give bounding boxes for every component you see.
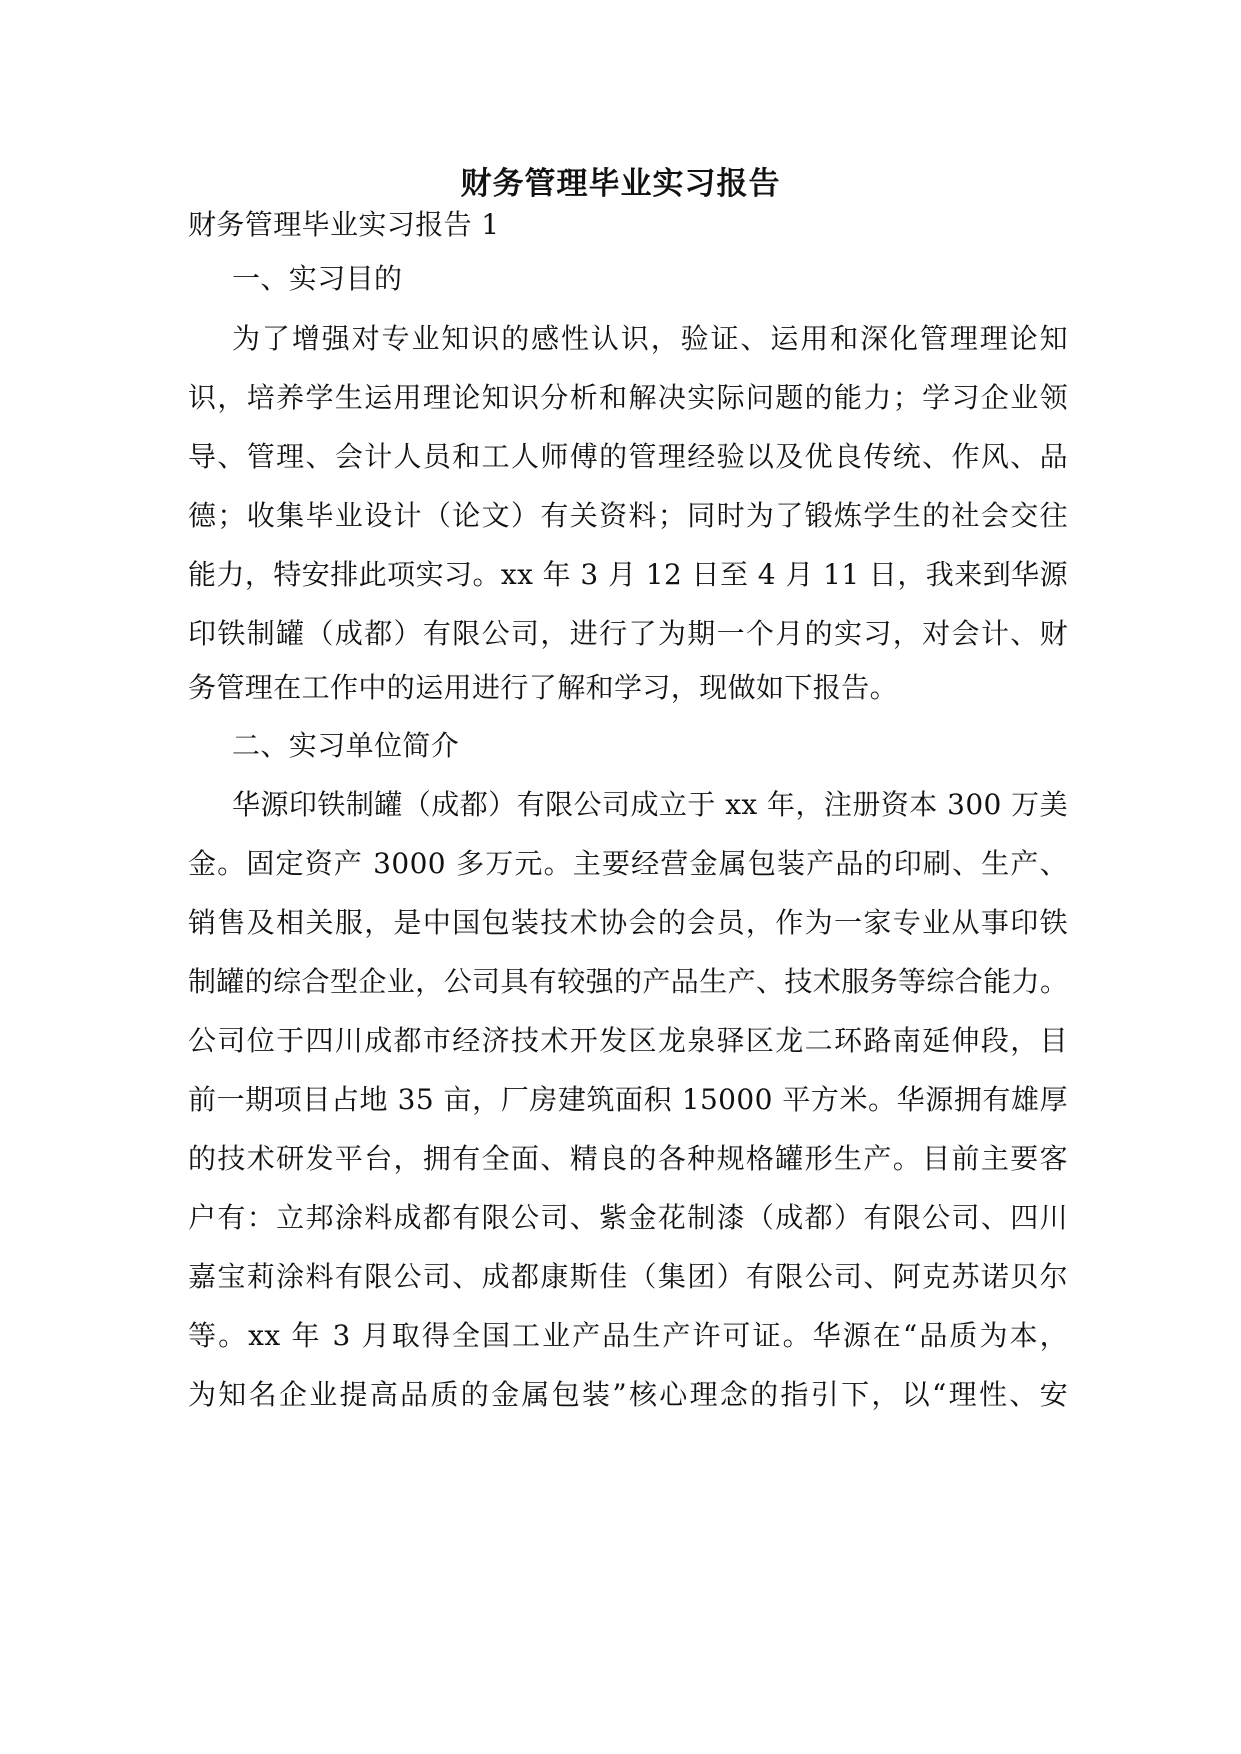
paragraph-line: 识，培养学生运用理论知识分析和解决实际问题的能力；学习企业领	[188, 381, 1068, 414]
paragraph-line: 为知名企业提高品质的金属包装”核心理念的指引下，以“理性、安	[188, 1378, 1068, 1411]
paragraph-line: 德；收集毕业设计（论文）有关资料；同时为了锻炼学生的社会交往	[188, 499, 1068, 532]
paragraph-line: 为了增强对专业知识的感性认识，验证、运用和深化管理理论知	[232, 322, 1068, 355]
paragraph-line: 制罐的综合型企业，公司具有较强的产品生产、技术服务等综合能力。	[188, 965, 1068, 998]
paragraph-line: 务管理在工作中的运用进行了解和学习，现做如下报告。	[188, 671, 899, 704]
paragraph-line: 户有：立邦涂料成都有限公司、紫金花制漆（成都）有限公司、四川	[188, 1201, 1068, 1234]
paragraph-line: 的技术研发平台，拥有全面、精良的各种规格罐形生产。目前主要客	[188, 1142, 1068, 1175]
paragraph-line: 金。固定资产 3000 多万元。主要经营金属包装产品的印刷、生产、	[188, 847, 1068, 880]
paragraph-line: 嘉宝莉涂料有限公司、成都康斯佳（集团）有限公司、阿克苏诺贝尔	[188, 1260, 1068, 1293]
section-heading-purpose: 一、实习目的	[232, 262, 403, 295]
section-heading-company: 二、实习单位简介	[232, 729, 460, 762]
report-subtitle: 财务管理毕业实习报告 1	[188, 208, 500, 241]
paragraph-line: 导、管理、会计人员和工人师傅的管理经验以及优良传统、作风、品	[188, 440, 1068, 473]
paragraph-line: 印铁制罐（成都）有限公司，进行了为期一个月的实习，对会计、财	[188, 617, 1068, 650]
paragraph-line: 前一期项目占地 35 亩，厂房建筑面积 15000 平方米。华源拥有雄厚	[188, 1083, 1068, 1116]
paragraph-line: 销售及相关服，是中国包装技术协会的会员，作为一家专业从事印铁	[188, 906, 1068, 939]
document-title: 财务管理毕业实习报告	[460, 166, 781, 202]
paragraph-line: 华源印铁制罐（成都）有限公司成立于 xx 年，注册资本 300 万美	[232, 788, 1068, 821]
paragraph-line: 公司位于四川成都市经济技术开发区龙泉驿区龙二环路南延伸段，目	[188, 1024, 1068, 1057]
paragraph-line: 能力，特安排此项实习。xx 年 3 月 12 日至 4 月 11 日，我来到华源	[188, 558, 1068, 591]
paragraph-line: 等。xx 年 3 月取得全国工业产品生产许可证。华源在“品质为本，	[188, 1319, 1068, 1352]
